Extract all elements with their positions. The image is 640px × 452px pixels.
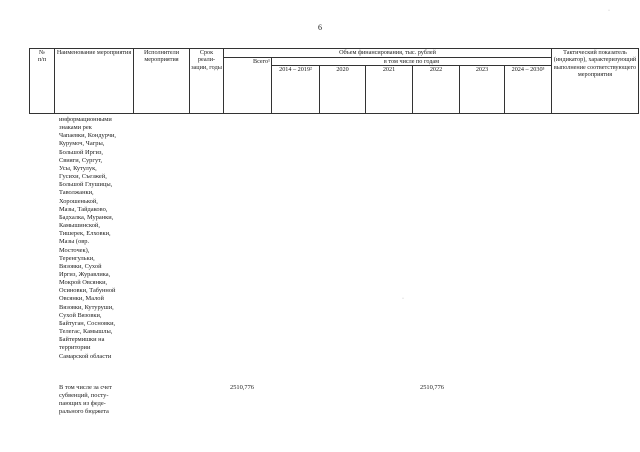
funding-table-header (29, 48, 639, 114)
page-number: 6 (318, 23, 322, 32)
measure-description: информационными знаками рек Чапаевки, Кондурчи, Курумоч, Чагры, Большой Иргиз, Свияги, Сургут, Усы, Кутулук, Гусихи, Съезжей, Большой Глушицы, Таволжанки, Хорошенькой, Мазы, Тайдаково, Бадхалка, Муранки, Камышинской, Тишерек, Елховки, Мазы (овр. Мосточек), Теренгульки, Вязовки, Сухой Иргиз, Журавлика, Мокрой Овсянки, Осиновки, Табунной Овсянки, Малой Вязовки, Кутуруши, Сухой Вязовки, Байтуган, Сосновки, Телегас, Камышлы, Байтермишки на территории Самарской области (59, 116, 117, 360)
header-year: 2014 – 2019² (272, 66, 320, 114)
header-year: 2023 (460, 66, 505, 114)
header-year: 2022 (413, 66, 460, 114)
header-indicator: Тактический показатель (индикатор), характеризующий выполнение соответствующего мероприятия (552, 49, 639, 114)
header-total: Всего¹ (224, 58, 272, 114)
subsidy-2022-value: 2510,776 (420, 384, 444, 391)
header-by-years: в том числе по годам (272, 58, 552, 66)
header-term: Срок реали-зации, годы (190, 49, 224, 114)
header-year: 2021 (366, 66, 413, 114)
header-executors: Исполнители мероприятия (134, 49, 190, 114)
header-funding: Объем финансирования, тыс. рублей (224, 49, 552, 58)
header-year: 2024 – 2030³ (505, 66, 552, 114)
subsidy-total-value: 2510,776 (230, 384, 254, 391)
scan-mark: · (402, 296, 404, 302)
header-num: № п/п (30, 49, 55, 114)
scan-mark: · (608, 8, 610, 14)
header-year: 2020 (320, 66, 366, 114)
header-name: Наименование мероприятия (55, 49, 134, 114)
subsidy-label: В том числе за счет субвенций, посту- пающих из феде- рального бюджета (59, 384, 112, 416)
